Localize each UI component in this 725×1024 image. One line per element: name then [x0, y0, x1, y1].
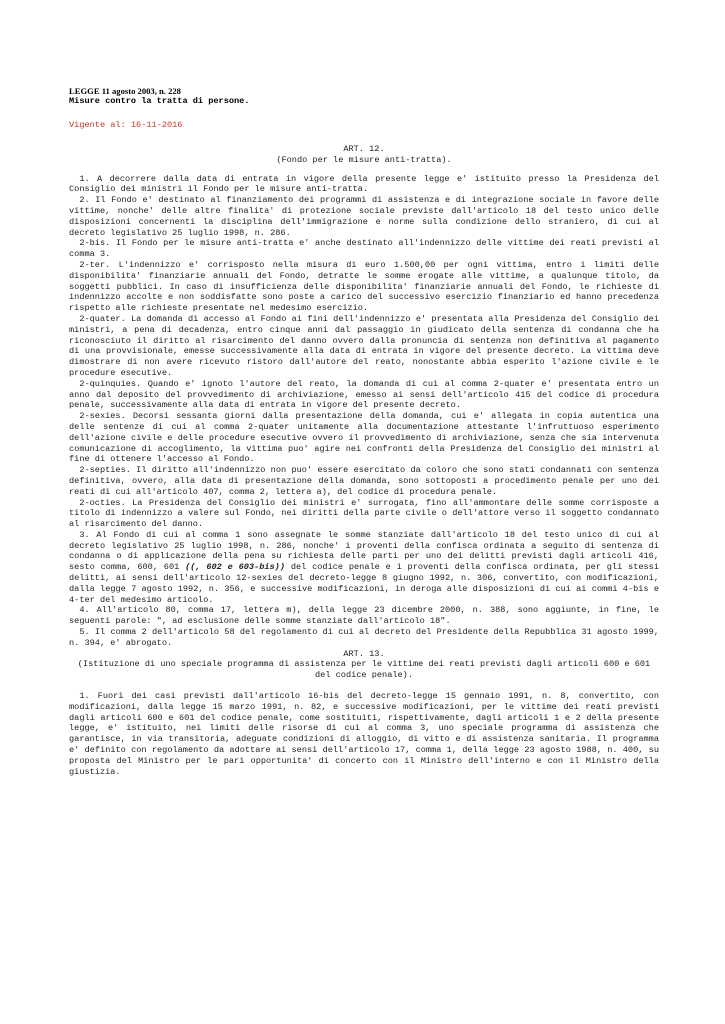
law-subtitle: Misure contro la tratta di persone.	[69, 96, 250, 106]
article-12-subheading: (Fondo per le misure anti-tratta).	[276, 154, 452, 165]
article-13-heading: ART. 13.	[343, 648, 385, 659]
article-12-comma-2-ter: 2-ter. L'indennizzo e' corrisposto nella misura di euro 1.500,00 per ogni vittima, entro i limiti delle disponibilita' finanziarie annuali del Fondo, detratte le somme erogate alle vittime, a qualunque titolo, da soggetti pubblici. In caso di insufficienza delle disponibilita' finanziarie annuali del Fondo, le richieste di indennizzo accolte e non soddisfatte sono poste a carico del successivo esercizio finanziario ed hanno precedenza rispetto alle richieste presentate nel medesimo esercizio.	[69, 259, 659, 314]
article-12-comma-2-septies: 2-septies. Il diritto all'indennizzo non puo' essere esercitato da coloro che sono stati condannati con sentenza definitiva, ovvero, alla data di presentazione della domanda, sono sottoposti a procedimento penale per uno dei reati di cui all'articolo 407, comma 2, lettera a), del codice di procedura penale.	[69, 465, 659, 497]
article-12-comma-5: 5. Il comma 2 dell'articolo 58 del regolamento di cui al decreto del Presidente della Repubblica 31 agosto 1999, n. 394, e' abrogato.	[69, 627, 659, 648]
article-12-comma-2-quinquies: 2-quinquies. Quando e' ignoto l'autore del reato, la domanda di cui al comma 2-quater e' presentata entro un anno dal deposito del provvedimento di archiviazione, emesso ai sensi dell'articolo 415 del codice di procedura penale, successivamente alla data di entrata in vigore del presente decreto.	[69, 378, 659, 411]
comma-3-text-b: del codice penale e i proventi della confisca ordinata, per gli stessi delitti, ai sensi dell'articolo 12-sexies del decreto-legge 8 giugno 1992, n. 306, convertito, con modificazioni, dalla legge 7 agosto 1992, n. 356, e successive modificazioni, in deroga alle disposizioni di cui ai commi 4-bis e 4-ter del medesimo articolo.	[69, 562, 659, 605]
spacer	[69, 681, 659, 691]
article-12-comma-3	[69, 530, 659, 606]
comma-3-text-a: 3. Al Fondo di cui al comma 1 sono assegnate le somme stanziate dall'articolo 18 del testo unico di cui al decreto legislativo 25 luglio 1998, n. 286, nonche' i proventi della confisca ordinata a seguito di sentenza di condanna o di applicazione della pena su richiesta delle parti per uno dei delitti previsti dagli articoli 416, sesto comma, 600, 601	[69, 529, 659, 573]
document-page	[69, 86, 659, 777]
vigente-date: Vigente al: 16-11-2016	[69, 120, 183, 130]
article-12-comma-2-octies: 2-octies. La Presidenza del Consiglio dei ministri e' surrogata, fino all'ammontare delle somme corrisposte a titolo di indennizzo a valere sul Fondo, nei diritti della parte civile o dell'attore verso il soggetto condannato al risarcimento del danno.	[69, 497, 659, 530]
article-12-comma-2-quater: 2-quater. La domanda di accesso al Fondo ai fini dell'indennizzo e' presentata alla Presidenza del Consiglio dei ministri, a pena di decadenza, entro cinque anni dal passaggio in giudicato della sentenza di condanna che ha riconosciuto il diritto al risarcimento del danno ovvero dalla pronuncia di sentenza non definitiva al pagamento di una provvisionale, emesse successivamente alla data di entrata in vigore del presente decreto. La vittima deve dimostrare di non avere ricevuto ristoro dall'autore del reato, nonostante abbia esperito l'azione civile e le procedure esecutive.	[69, 313, 659, 378]
article-12-comma-2: 2. Il Fondo e' destinato al finanziamento dei programmi di assistenza e di integrazione sociale in favore delle vittime, nonche' delle altre finalita' di protezione sociale previste dall'articolo 18 del testo unico delle disposizioni concernenti la disciplina dell'immigrazione e norme sulla condizione dello straniero, di cui al decreto legislativo 25 luglio 1998, n. 286.	[69, 195, 659, 238]
article-12-comma-1: 1. A decorrere dalla data di entrata in vigore della presente legge e' istituito presso la Presidenza del Consiglio dei ministri il Fondo per le misure anti-tratta.	[69, 173, 659, 195]
article-12-heading: ART. 12.	[343, 144, 385, 154]
article-13-subheading: (Istituzione di uno speciale programma di assistenza per le vittime dei reati previsti dagli articoli 600 e 601 del codice penale).	[77, 659, 651, 681]
article-12-comma-2-sexies: 2-sexies. Decorsi sessanta giorni dalla presentazione della domanda, cui e' allegata in copia autentica una delle sentenze di cui al comma 2-quater unitamente alla documentazione attestante l'infruttuoso esperimento dell'azione civile e delle procedure esecutive ovvero il provvedimento di archiviazione, senza che sia intervenuta comunicazione di accoglimento, la vittima puo' agire nei confronti della Presidenza del Consiglio dei ministri al fine di ottenere l'accesso al Fondo.	[69, 411, 659, 465]
amendment-marker: ((, 602 e 603-bis))	[185, 562, 286, 573]
article-12-comma-4: 4. All'articolo 80, comma 17, lettera m), della legge 23 dicembre 2000, n. 388, sono aggiunte, in fine, le seguenti parole: ", ad esclusione delle somme stanziate dall'articolo 18".	[69, 605, 659, 627]
article-12-comma-2-bis: 2-bis. Il Fondo per le misure anti-tratta e' anche destinato all'indennizzo delle vittime dei reati previsti al comma 3.	[69, 238, 659, 260]
article-13-comma-1: 1. Fuori dei casi previsti dall'articolo 16-bis del decreto-legge 15 gennaio 1991, n. 8, convertito, con modificazioni, dalla legge 15 marzo 1991, n. 82, e successive modificazioni, per le vittime dei reati previsti dagli articoli 600 e 601 del codice penale, come sostituiti, rispettivamente, dagli articoli 1 e 2 della presente legge, e' istituito, nei limiti delle risorse di cui al comma 3, uno speciale programma di assistenza che garantisce, in via transitoria, adeguate condizioni di alloggio, di vitto e di assistenza sanitaria. Il programma e' definito con regolamento da adottare ai sensi dell'articolo 17, comma 1, della legge 23 agosto 1988, n. 400, su proposta del Ministro per le pari opportunita' di concerto con il Ministro dell'interno e con il Ministro della giustizia.	[69, 691, 659, 777]
law-title: LEGGE 11 agosto 2003, n. 228	[69, 86, 181, 96]
